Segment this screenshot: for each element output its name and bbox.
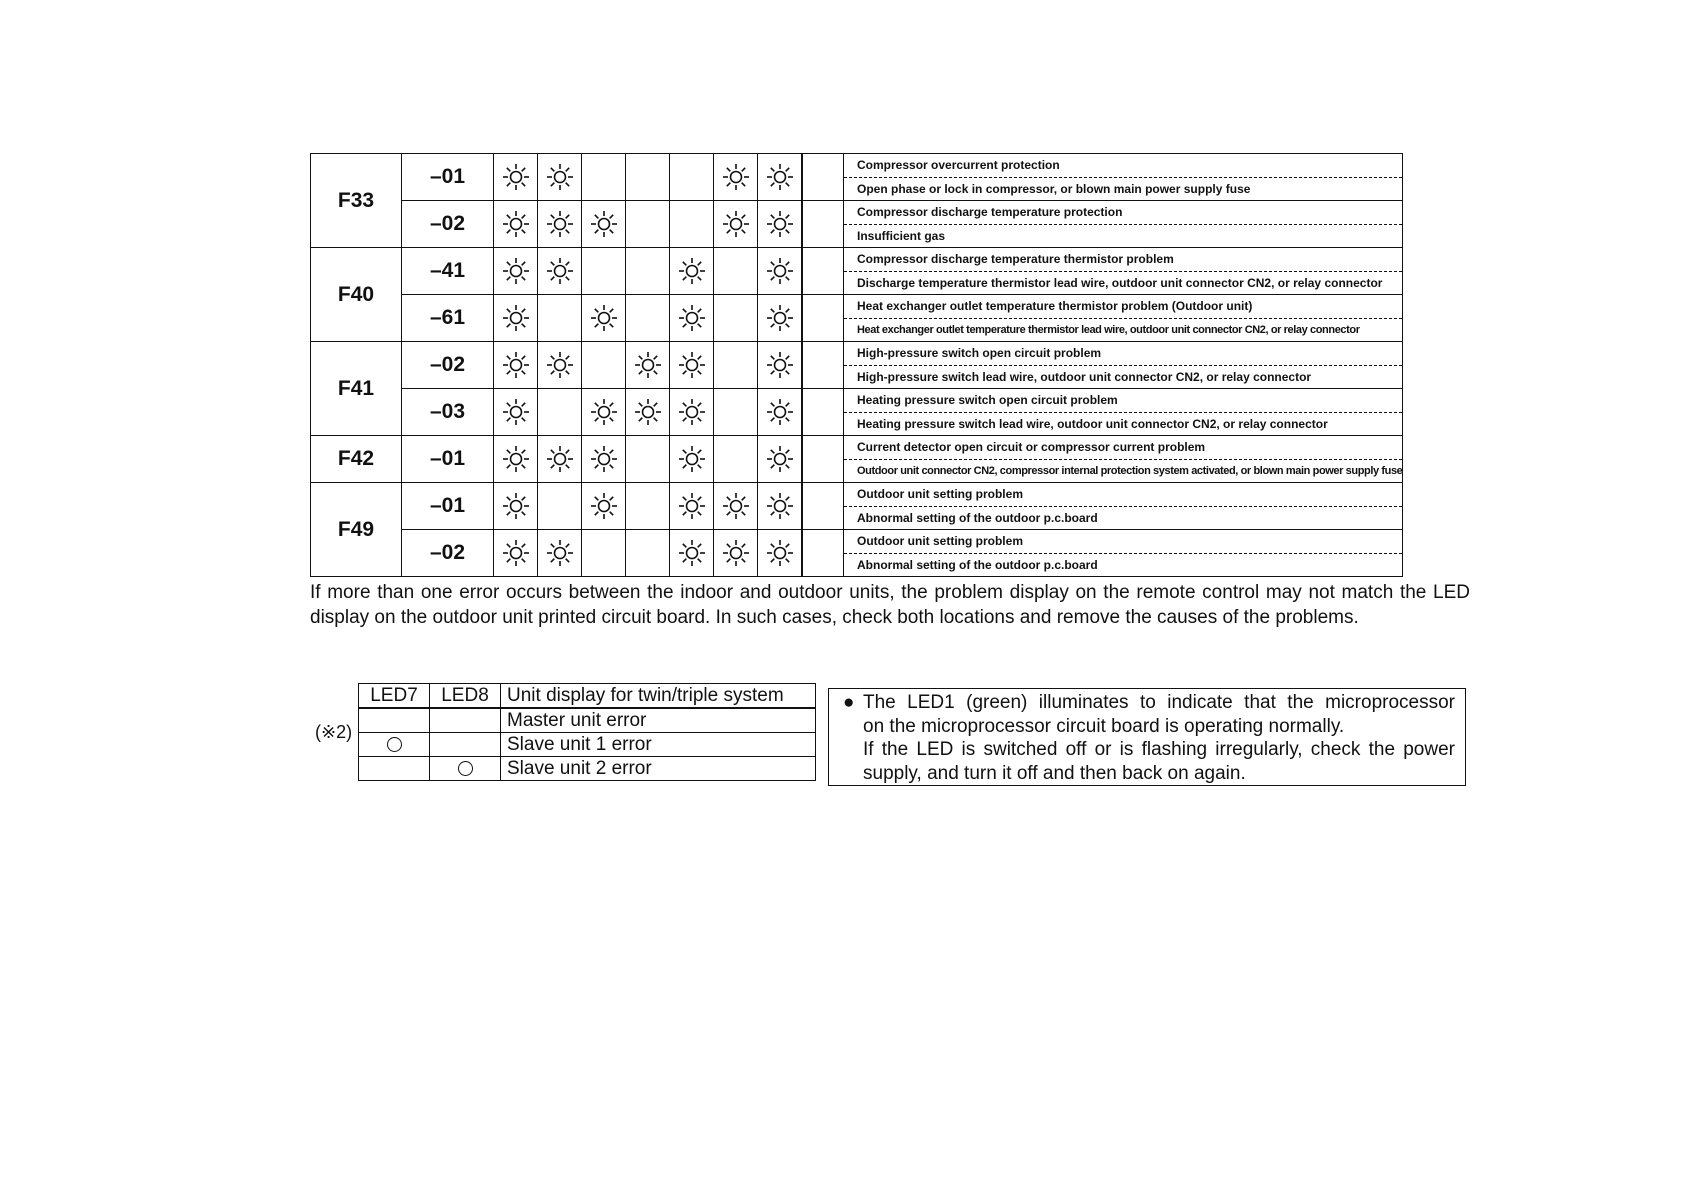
led1-line-1: The LED1 (green) illuminates to indicate that the microprocessor — [863, 692, 1455, 713]
led-5-cell — [670, 248, 714, 295]
sub-code: –02 — [402, 530, 494, 577]
led-lit-icon — [766, 262, 794, 279]
led-lit-icon — [502, 262, 530, 279]
led-lit-icon — [546, 168, 574, 185]
led1-line-4: supply, and turn it off and then back on again. — [863, 762, 1246, 784]
error-code-table — [310, 153, 1403, 577]
led-4-cell — [626, 530, 670, 577]
led-3-cell — [582, 248, 626, 295]
blank-cell — [802, 483, 844, 530]
error-code: F40 — [311, 248, 402, 342]
led1-line-2: on the microprocessor circuit board is operating normally. — [863, 715, 1345, 737]
error-code: F33 — [311, 154, 402, 248]
led-lit-icon — [766, 497, 794, 514]
led-lit-icon — [502, 403, 530, 420]
blank-cell — [802, 201, 844, 248]
led-lit-icon — [678, 403, 706, 420]
led-lit-icon — [546, 450, 574, 467]
led-lit-icon — [590, 497, 618, 514]
led-lit-icon — [502, 450, 530, 467]
twin-table-row — [359, 708, 816, 733]
led-6-cell — [714, 295, 758, 342]
led-1-cell — [494, 530, 538, 577]
led-lit-icon — [546, 262, 574, 279]
led-lit-icon — [502, 309, 530, 326]
note-paragraph: If more than one error occurs between the indoor and outdoor units, the problem display on the remote control may not match the LED display on the outdoor unit printed circuit board. In such cases, check both locations and remove the causes of the problems. — [310, 582, 1470, 628]
led-4-cell — [626, 483, 670, 530]
sub-code: –01 — [402, 154, 494, 201]
description-cell — [844, 201, 1403, 248]
led-6-cell — [714, 389, 758, 436]
led-5-cell — [670, 530, 714, 577]
description-cell — [844, 483, 1403, 530]
led-7-cell — [758, 154, 803, 201]
led-6-cell — [714, 201, 758, 248]
twin-table-row — [359, 757, 816, 781]
led-lit-icon — [722, 215, 750, 232]
led-lit-icon — [502, 215, 530, 232]
check-points: Outdoor unit connector CN2, compressor internal protection system activated, or blown main power supply fuse — [857, 464, 1402, 477]
error-code-table-body — [311, 154, 1403, 577]
blank-cell — [802, 389, 844, 436]
led-7-cell — [758, 248, 803, 295]
led-4-cell — [626, 154, 670, 201]
led-1-cell — [494, 295, 538, 342]
sub-code: –02 — [402, 342, 494, 389]
led-lit-icon — [634, 356, 662, 373]
led8-cell — [430, 733, 501, 757]
led8-cell — [430, 708, 501, 733]
led-lit-icon — [502, 168, 530, 185]
led-lit-icon — [766, 450, 794, 467]
check-points: Heat exchanger outlet temperature thermistor lead wire, outdoor unit connector CN2, or relay connector — [857, 323, 1360, 336]
description-cell — [844, 295, 1403, 342]
led-lit-icon — [546, 544, 574, 561]
led-1-cell — [494, 483, 538, 530]
problem-description: High-pressure switch open circuit problem — [844, 342, 1402, 366]
led-5-cell — [670, 154, 714, 201]
reference-mark: (※2) — [315, 722, 353, 742]
problem-description: Heat exchanger outlet temperature thermistor problem (Outdoor unit) — [844, 295, 1402, 319]
led-3-cell — [582, 389, 626, 436]
led-lit-icon — [634, 403, 662, 420]
led-lit-icon — [678, 262, 706, 279]
check-points: Heating pressure switch lead wire, outdoor unit connector CN2, or relay connector — [857, 416, 1328, 431]
led7-cell — [359, 757, 430, 781]
led-2-cell — [538, 248, 582, 295]
unit-display-label: Slave unit 2 error — [501, 757, 816, 781]
led-4-cell — [626, 201, 670, 248]
led-6-cell — [714, 483, 758, 530]
unit-display-label: Master unit error — [501, 708, 816, 733]
led-7-cell — [758, 201, 803, 248]
twin-table-body — [359, 708, 816, 781]
problem-description: Outdoor unit setting problem — [844, 483, 1402, 507]
led-4-cell — [626, 248, 670, 295]
led-5-cell — [670, 295, 714, 342]
led-lit-icon — [766, 403, 794, 420]
led-6-cell — [714, 154, 758, 201]
led-1-cell — [494, 248, 538, 295]
problem-description: Heating pressure switch open circuit problem — [844, 389, 1402, 413]
led-4-cell — [626, 389, 670, 436]
problem-description: Compressor discharge temperature protection — [844, 201, 1402, 225]
led-lit-icon — [502, 356, 530, 373]
sub-code: –01 — [402, 483, 494, 530]
led-on-circle-icon — [387, 737, 402, 752]
led-3-cell — [582, 154, 626, 201]
led-2-cell — [538, 530, 582, 577]
led-3-cell — [582, 295, 626, 342]
led-lit-icon — [722, 168, 750, 185]
led-2-cell — [538, 154, 582, 201]
led-lit-icon — [678, 356, 706, 373]
sub-code: –01 — [402, 436, 494, 483]
led1-line-3: If the LED is switched off or is flashing irregularly, check the power — [863, 739, 1455, 760]
problem-description: Compressor overcurrent protection — [844, 154, 1402, 178]
sub-code: –03 — [402, 389, 494, 436]
led-lit-icon — [722, 544, 750, 561]
table-row — [311, 483, 1403, 530]
sub-code: –02 — [402, 201, 494, 248]
led-lit-icon — [590, 309, 618, 326]
led-lit-icon — [590, 450, 618, 467]
led-on-circle-icon — [458, 761, 473, 776]
led-1-cell — [494, 201, 538, 248]
led-5-cell — [670, 436, 714, 483]
header-led7: LED7 — [359, 684, 430, 709]
sub-code: –61 — [402, 295, 494, 342]
led-lit-icon — [502, 544, 530, 561]
error-code: F41 — [311, 342, 402, 436]
led-lit-icon — [722, 497, 750, 514]
led-lit-icon — [678, 450, 706, 467]
led-lit-icon — [678, 497, 706, 514]
led8-cell — [430, 757, 501, 781]
check-points: High-pressure switch lead wire, outdoor unit connector CN2, or relay connector — [857, 369, 1312, 384]
led-2-cell — [538, 436, 582, 483]
led-4-cell — [626, 436, 670, 483]
led-7-cell — [758, 436, 803, 483]
table-row — [311, 342, 1403, 389]
led-3-cell — [582, 201, 626, 248]
led-7-cell — [758, 530, 803, 577]
description-cell — [844, 436, 1403, 483]
table-row — [311, 436, 1403, 483]
header-led8: LED8 — [430, 684, 501, 709]
led-7-cell — [758, 342, 803, 389]
twin-triple-table — [358, 683, 816, 781]
blank-cell — [802, 530, 844, 577]
description-cell — [844, 154, 1403, 201]
problem-description: Current detector open circuit or compressor current problem — [844, 436, 1402, 460]
led-5-cell — [670, 483, 714, 530]
table-row — [311, 295, 1403, 342]
led-3-cell — [582, 436, 626, 483]
led-2-cell — [538, 389, 582, 436]
error-code: F49 — [311, 483, 402, 577]
problem-description: Compressor discharge temperature thermistor problem — [844, 248, 1402, 272]
led7-cell — [359, 708, 430, 733]
led-7-cell — [758, 483, 803, 530]
led-1-cell — [494, 389, 538, 436]
led-5-cell — [670, 389, 714, 436]
led-lit-icon — [766, 544, 794, 561]
twin-table-row — [359, 733, 816, 757]
led-lit-icon — [546, 215, 574, 232]
led-lit-icon — [590, 215, 618, 232]
blank-cell — [802, 295, 844, 342]
bullet-icon: ● — [843, 692, 855, 713]
problem-description: Outdoor unit setting problem — [844, 530, 1402, 554]
twin-table-header-row — [359, 684, 816, 709]
led-6-cell — [714, 436, 758, 483]
led-1-cell — [494, 342, 538, 389]
table-row — [311, 201, 1403, 248]
led-1-cell — [494, 436, 538, 483]
description-cell — [844, 342, 1403, 389]
led-lit-icon — [766, 356, 794, 373]
led-5-cell — [670, 201, 714, 248]
led-2-cell — [538, 295, 582, 342]
description-cell — [844, 248, 1403, 295]
error-code: F42 — [311, 436, 402, 483]
table-row — [311, 389, 1403, 436]
led-lit-icon — [766, 168, 794, 185]
led-1-cell — [494, 154, 538, 201]
table-row — [311, 248, 1403, 295]
table-row — [311, 530, 1403, 577]
led-5-cell — [670, 342, 714, 389]
led1-info-box — [828, 688, 1466, 786]
led-lit-icon — [678, 309, 706, 326]
led-7-cell — [758, 295, 803, 342]
blank-cell — [802, 436, 844, 483]
led-lit-icon — [766, 309, 794, 326]
check-points: Discharge temperature thermistor lead wire, outdoor unit connector CN2, or relay connector — [857, 275, 1383, 290]
led-4-cell — [626, 295, 670, 342]
led7-cell — [359, 733, 430, 757]
unit-display-label: Slave unit 1 error — [501, 733, 816, 757]
led-2-cell — [538, 201, 582, 248]
blank-cell — [802, 154, 844, 201]
check-points: Insufficient gas — [857, 228, 946, 243]
led-lit-icon — [678, 544, 706, 561]
led-3-cell — [582, 342, 626, 389]
blank-cell — [802, 248, 844, 295]
check-points: Abnormal setting of the outdoor p.c.board — [857, 557, 1098, 572]
description-cell — [844, 530, 1403, 577]
led-4-cell — [626, 342, 670, 389]
led-2-cell — [538, 483, 582, 530]
led-3-cell — [582, 530, 626, 577]
sub-code: –41 — [402, 248, 494, 295]
description-cell — [844, 389, 1403, 436]
led-lit-icon — [590, 403, 618, 420]
led-6-cell — [714, 530, 758, 577]
led-3-cell — [582, 483, 626, 530]
header-unit-display: Unit display for twin/triple system — [501, 684, 816, 709]
blank-cell — [802, 342, 844, 389]
led-6-cell — [714, 342, 758, 389]
check-points: Abnormal setting of the outdoor p.c.board — [857, 510, 1098, 525]
led-6-cell — [714, 248, 758, 295]
led-lit-icon — [502, 497, 530, 514]
led-2-cell — [538, 342, 582, 389]
led-lit-icon — [546, 356, 574, 373]
led-7-cell — [758, 389, 803, 436]
check-points: Open phase or lock in compressor, or blown main power supply fuse — [857, 181, 1251, 196]
led-lit-icon — [766, 215, 794, 232]
table-row — [311, 154, 1403, 201]
